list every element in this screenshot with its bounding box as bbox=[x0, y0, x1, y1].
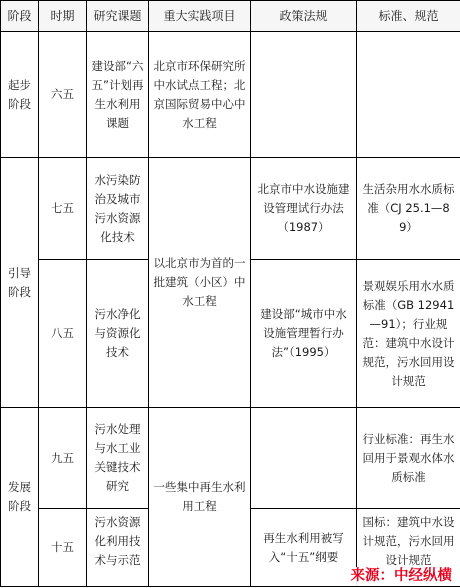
topic-cell: 污水资源化利用技术与示范 bbox=[87, 509, 149, 587]
topic-cell: 污水处理与水工业关键技术研究 bbox=[87, 408, 149, 509]
header-project: 重大实践项目 bbox=[149, 1, 251, 32]
stage-cell: 起步阶段 bbox=[1, 32, 39, 158]
table-row bbox=[1, 408, 460, 509]
header-row bbox=[1, 1, 460, 32]
standard-cell bbox=[357, 32, 460, 158]
source-watermark bbox=[349, 567, 455, 586]
period-cell: 八五 bbox=[39, 260, 87, 408]
period-cell: 十五 bbox=[39, 509, 87, 587]
header-period: 时期 bbox=[39, 1, 87, 32]
project-cell: 以北京市为首的一批建筑（小区）中水工程 bbox=[149, 158, 251, 408]
policy-cell: 北京市中水设施建设管理试行办法（1987） bbox=[251, 158, 357, 260]
project-cell: 一些集中再生水利用工程 bbox=[149, 408, 251, 587]
policy-cell bbox=[251, 408, 357, 509]
table-row bbox=[1, 32, 460, 158]
policy-cell: 再生水利用被写入“十五”纲要 bbox=[251, 509, 357, 587]
topic-cell: 水污染防治及城市污水资源化技术 bbox=[87, 158, 149, 260]
header-stage: 阶段 bbox=[1, 1, 39, 32]
header-topic: 研究课题 bbox=[87, 1, 149, 32]
stage-cell: 引导阶段 bbox=[1, 158, 39, 408]
standard-cell: 生活杂用水水质标准（CJ 25.1—89） bbox=[357, 158, 460, 260]
topic-cell: 污水净化与资源化技术 bbox=[87, 260, 149, 408]
project-cell: 北京市环保研究所中水试点工程；北京国际贸易中心中水工程 bbox=[149, 32, 251, 158]
period-cell: 七五 bbox=[39, 158, 87, 260]
stage-cell: 发展阶段 bbox=[1, 408, 39, 587]
standard-cell: 景观娱乐用水水质标准（GB 12941—91）；行业规范：建筑中水设计规范，污水回用设计规范 bbox=[357, 260, 460, 408]
standard-cell: 国标：建筑中水设计规范，污水回用设计规范 bbox=[357, 509, 460, 587]
period-cell: 九五 bbox=[39, 408, 87, 509]
policy-cell bbox=[251, 32, 357, 158]
watermark-brand: 中经纵横 bbox=[394, 568, 452, 584]
header-policy: 政策法规 bbox=[251, 1, 357, 32]
policy-cell: 建设部“城市中水设施管理暂行办法”（1995） bbox=[251, 260, 357, 408]
watermark-label: 来源： bbox=[350, 568, 394, 584]
topic-cell: 建设部“六五”计划再生水利用课题 bbox=[87, 32, 149, 158]
header-standard: 标准、规范 bbox=[357, 1, 460, 32]
table-row bbox=[1, 158, 460, 260]
standard-cell: 行业标准：再生水回用于景观水体水质标准 bbox=[357, 408, 460, 509]
period-cell: 六五 bbox=[39, 32, 87, 158]
